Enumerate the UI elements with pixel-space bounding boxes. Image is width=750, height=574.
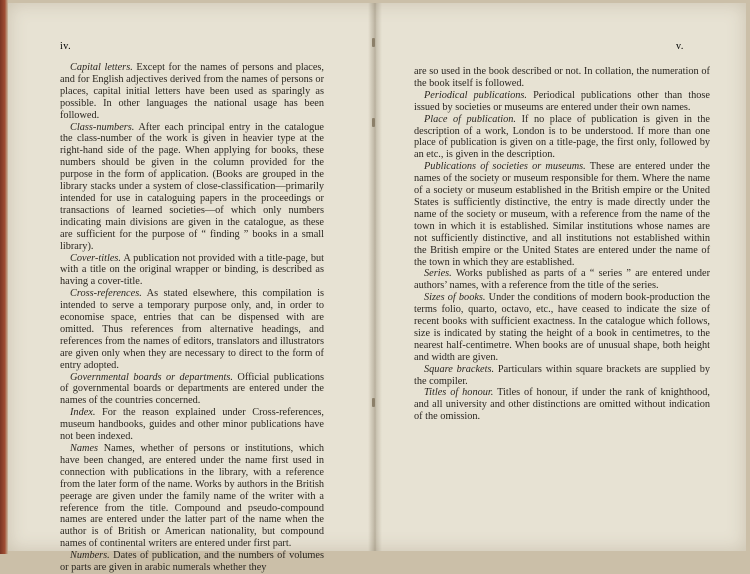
paragraph-cover-titles: Cover-titles. A publication not provided with a title-page, but with a title on the original wrapper or binding, is described as having a cover-title. (60, 252, 324, 288)
paragraph-numbers: Numbers. Dates of publication, and the numbers of volumes or parts are given in arabic numerals whether they (60, 550, 324, 574)
staple-mark (372, 38, 375, 47)
paragraph-class-numbers: Class-numbers. After each principal entry in the catalogue the class-number of the work is given in heavier type at the right-hand side of the page. When applying for books, these numbers should be given in the column provided for the purpose in the form of application. (Books are grouped in the library stacks under a system of close-classification—primarily intended for use in cataloguing papers in the proceedings or transactions of learned societies—of which only numbers indicating main divisions are given in the catalogue, as these are sufficient for the purpose of “ finding ” books in a small library). (60, 121, 324, 252)
paragraph-series: Series. Works published as parts of a “ series ” are entered under authors’ names, with a reference from the title of the series. (414, 268, 710, 292)
paragraph-place-of-publication: Place of publication. If no place of publication is given in the description of a work, London is to be understood. If more than one place of publication is given on a title-page, the first only, followed by an etc., is given in the description. (414, 113, 710, 161)
right-page (414, 0, 710, 554)
left-page-text (60, 62, 324, 574)
paragraph-publications-of-societies: Publications of societies or museums. These are entered under the names of the society or museum responsible for them. Where the name of a society or museum established in the British empire or the United States is sufficiently distinctive, the entry is made directly under the name of the society or museum, with a reference from the name of the town in which it is established. Similar institutions whose names are not sufficiently distinctive, and all institutions not established within the British empire or the United States are entered under the name of the town in which they are established. (414, 161, 710, 268)
staple-mark (372, 398, 375, 407)
book-edge (0, 0, 8, 554)
paragraph-index: Index. For the reason explained under Cross-references, museum handbooks, guides and other minor publications have not been indexed. (60, 407, 324, 443)
page-number-left: iv. (60, 41, 72, 52)
page-number-right: v. (676, 41, 684, 52)
gutter (368, 3, 382, 551)
paragraph-periodical-publications: Periodical publications. Periodical publications other than those issued by societies or museums are entered under their own names. (414, 89, 711, 113)
left-page (60, 0, 325, 574)
paragraph-names: Names Names, whether of persons or institutions, which have been changed, are entered under the name first used in connection with publications in the library, with a reference from the later form of the name. Works by authors in the British peerage are given under the family name of the writer with a reference from the title. Compound and pseudo-compound names are entered under the latter part of the name when the author is of British or American nationality, but compound names of continental writers are entered under first part. (60, 443, 325, 550)
paragraph-capital-letters: Capital letters. Except for the names of persons and places, and for English adjectives derived from the names of persons or places, capital initial letters have been used as sparingly as possible. In other languages the national usage has been followed. (60, 62, 324, 121)
paragraph-square-brackets: Square brackets. Particulars within square brackets are supplied by the compiler. (414, 363, 711, 387)
paragraph-governmental-boards: Governmental boards or departments. Official publications of governmental boards or departments are entered under the names of the countries concerned. (60, 371, 324, 407)
paragraph-titles-of-honour: Titles of honour. Titles of honour, if under the rank of knighthood, and all university and other distinctions are omitted without indication of the omission. (414, 387, 710, 423)
paragraph-sizes-of-books: Sizes of books. Under the conditions of modern book-production the terms folio, quarto, octavo, etc., have ceased to indicate the size of recent books with sufficient exactness. In the catalogue which follows, size is indicated by stating the height of a book in centimetres, to the nearest half-centimetre. When books are of unusual shape, both height and width are given. (414, 292, 710, 363)
paragraph-cross-references: Cross-references. As stated elsewhere, this compilation is intended to serve a temporary purpose only, and, in order to economise space, entries that can be dispensed with are omitted. Thus references from alternative headings, and references from the names of editors, translators and illustrators are given only when they are necessary to direct to the form of entry adopted. (60, 288, 324, 371)
paragraph-continuation: are so used in the book described or not. In collation, the numeration of the book itself is followed. (414, 66, 710, 89)
staple-mark (372, 118, 375, 127)
right-page-text (414, 66, 710, 423)
